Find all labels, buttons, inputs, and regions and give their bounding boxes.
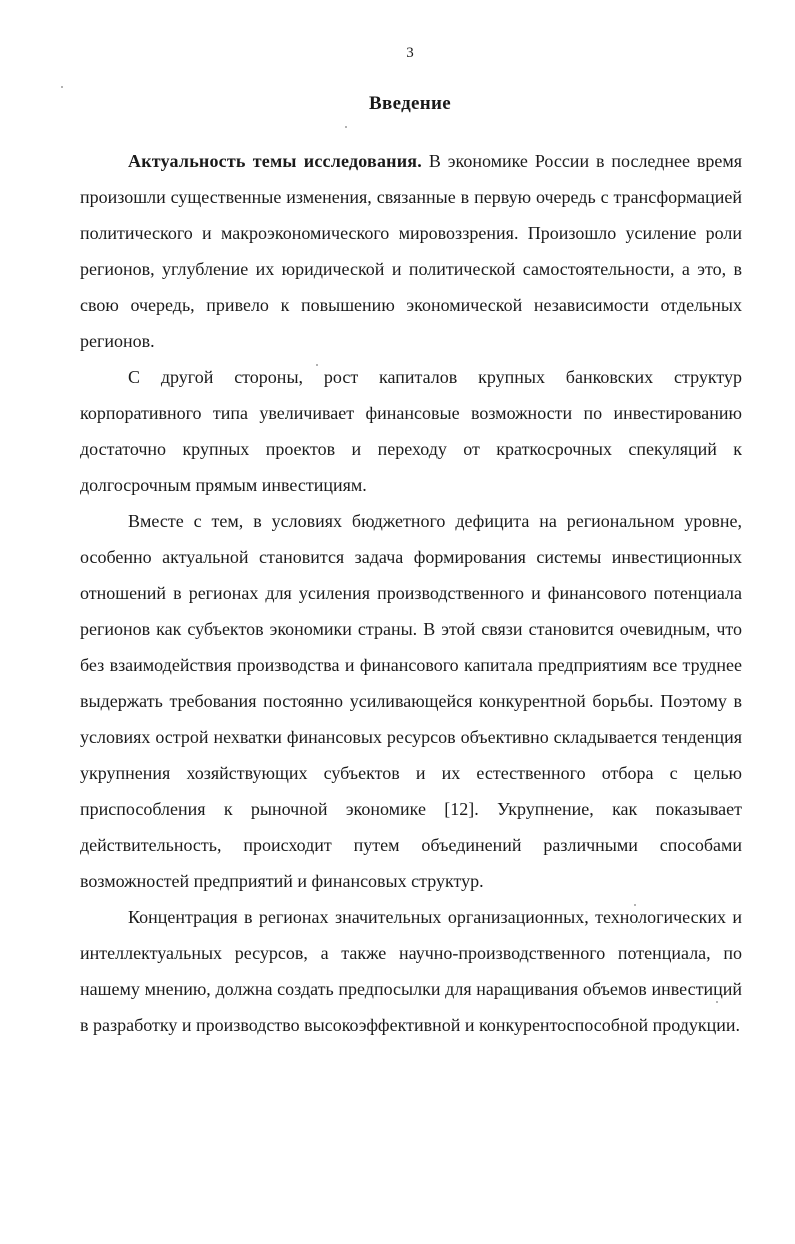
scan-speck (716, 1001, 718, 1003)
body-text (80, 143, 742, 1043)
page-title: Введение (369, 93, 451, 114)
scan-speck (61, 86, 63, 88)
paragraph-lead: Актуальность темы исследования. (128, 151, 422, 171)
paragraph-concentration (80, 899, 742, 1043)
paragraph-capital (80, 359, 742, 503)
scan-speck (345, 126, 347, 128)
scan-speck (634, 904, 636, 906)
paragraph-text: Вместе с тем, в условиях бюджетного дефицита на региональном уровне, особенно актуальной становится задача формирования системы инвестиционных отношений в регионах для усиления производственного и финансового потенциала регионов как субъектов экономики страны. В этой связи становится очевидным, что без взаимодействия производства и финансового капитала предприятиям все труднее выдержать требования постоянно усиливающейся конкурентной борьбы. Поэтому в условиях острой нехватки финансовых ресурсов объективно складывается тенденция укрупнения хозяйствующих субъектов и их естественного отбора с целью приспособления к рыночной экономике [12]. Укрупнение, как показывает действительность, происходит путем объединений различными способами возможностей предприятий и финансовых структур. (80, 511, 742, 891)
paragraph-text: В экономике России в последнее время произошли существенные изменения, связанные в первую очередь с трансформацией политического и макроэкономического мировоззрения. Произошло усиление роли регионов, углубление их юридической и политической самостоятельности, а это, в свою очередь, привело к повышению экономической независимости отдельных регионов. (80, 151, 743, 351)
paragraph-text: Концентрация в регионах значительных организационных, технологических и интеллектуальных ресурсов, а также научно-производственного потенциала, по нашему мнению, должна создать предпосылки для наращивания объемов инвестиций в разработку и производство высокоэффективной и конкурентоспособной продукции. (80, 907, 742, 1035)
page-number: 3 (406, 45, 414, 61)
paragraph-relevance (80, 143, 742, 359)
scan-speck (316, 364, 318, 366)
paragraph-text: С другой стороны, рост капиталов крупных банковских структур корпоративного типа увеличивает финансовые возможности по инвестированию достаточно крупных проектов и переходу от краткосрочных спекуляций к долгосрочным прямым инвестициям. (80, 367, 742, 495)
paragraph-budget-deficit (80, 503, 742, 899)
